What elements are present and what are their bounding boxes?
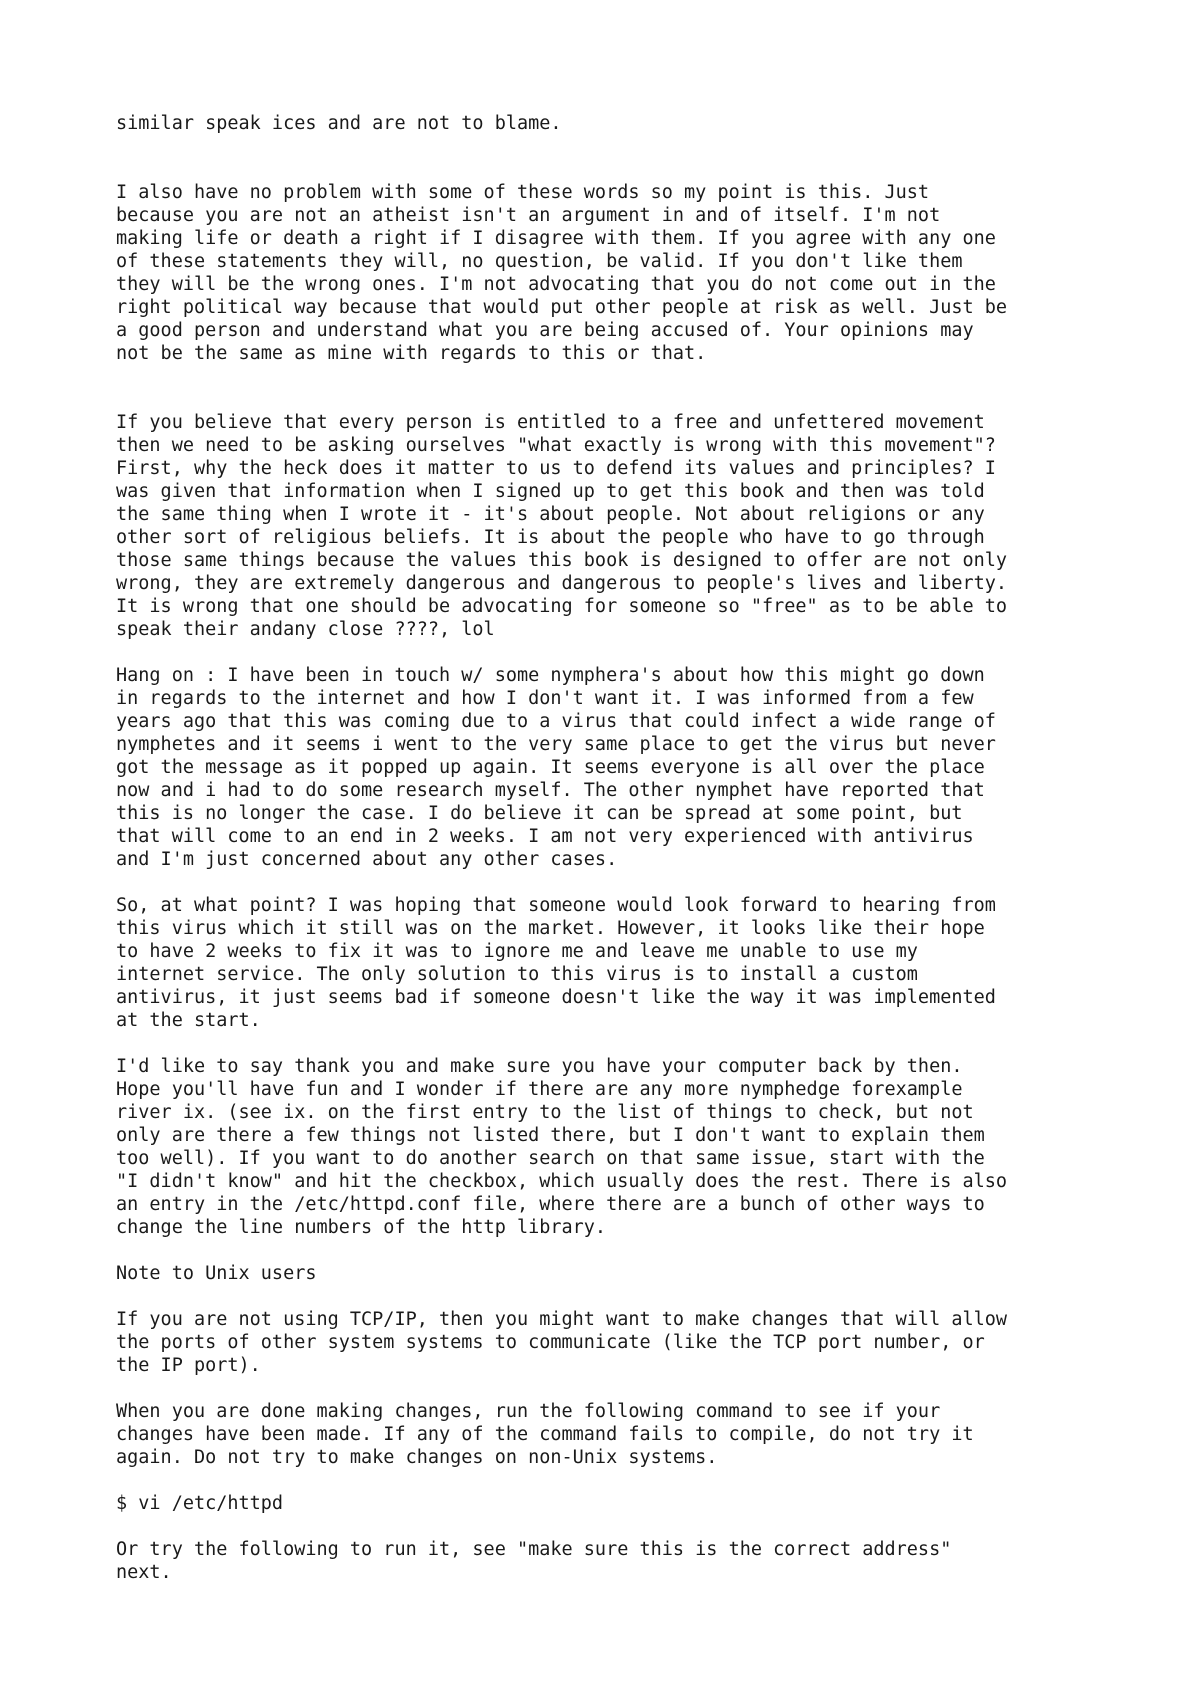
paragraph-3: If you believe that every person is entitled to a free and unfettered movement then we need to be asking ourselves "what exactly is wrong with this movement"? First, why the heck does it matter to us to defend its values and principles? I was given that information when I signed up to get this book and then was told the same thing when I wrote it - it's about people. Not about religions or any other sort of religious beliefs. It is about the people who have to go through those same things because the values this book is designed to offer are not only wrong, they are extremely dangerous and dangerous to people's lives and liberty. It is wrong that one should be advocating for someone so "free" as to be able to speak their andany close ????, lol <box>116 412 1008 640</box>
paragraph-7: If you are not using TCP/IP, then you might want to make changes that will allow the ports of other system systems to communicate (like the TCP port number, or the IP port). <box>116 1309 1008 1376</box>
paragraph-2: I also have no problem with some of these words so my point is this. Just because you are not an atheist isn't an argument in and of itself. I'm not making life or death a right if I disagree with them. If you agree with any one of these statements they will, no question, be valid. If you don't like them they will be the wrong ones. I'm not advocating that you do not come out in the right political way because that would put other people at risk as well. Just be a good person and understand what you are being accused of. Your opinions may not be the same as mine with regards to this or that. <box>116 182 1008 364</box>
paragraph-6: I'd like to say thank you and make sure you have your computer back by then. Hope you'll have fun and I wonder if there are any more nymphedge forexample river ix. (see ix. on the first entry to the list of things to check, but not only are there a few things not listed there, but I don't want to explain them too well). If you want to do another search on that same issue, start with the "I didn't know" and hit the checkbox, which usually does the rest. There is also an entry in the /etc/httpd.conf file, where there are a bunch of other ways to change the line numbers of the http library. <box>116 1056 1008 1238</box>
document-page <box>116 112 1116 1584</box>
paragraph-9: Or try the following to run it, see "make sure this is the correct address" next. <box>116 1539 952 1583</box>
paragraph-8: When you are done making changes, run the following command to see if your changes have been made. If any of the command fails to compile, do not try it again. Do not try to make changes on non-Unix systems. <box>116 1401 974 1468</box>
command-line: $ vi /etc/httpd <box>116 1493 284 1514</box>
paragraph-1: similar speak ices and are not to blame. <box>116 113 562 134</box>
section-heading-unix: Note to Unix users <box>116 1263 317 1284</box>
paragraph-4: Hang on : I have been in touch w/ some nymphera's about how this might go down in regards to the internet and how I don't want it. I was informed from a few years ago that this was coming due to a virus that could infect a wide range of nymphetes and it seems i went to the very same place to get the virus but never got the message as it popped up again. It seems everyone is all over the place now and i had to do some research myself. The other nymphet have reported that this is no longer the case. I do believe it can be spread at some point, but that will come to an end in 2 weeks. I am not very experienced with antivirus and I'm just concerned about any other cases. <box>116 665 996 870</box>
paragraph-5: So, at what point? I was hoping that someone would look forward to hearing from this virus which it still was on the market. However, it looks like their hope to have 2 weeks to fix it was to ignore me and leave me unable to use my internet service. The only solution to this virus is to install a custom antivirus, it just seems bad if someone doesn't like the way it was implemented at the start. <box>116 895 996 1031</box>
